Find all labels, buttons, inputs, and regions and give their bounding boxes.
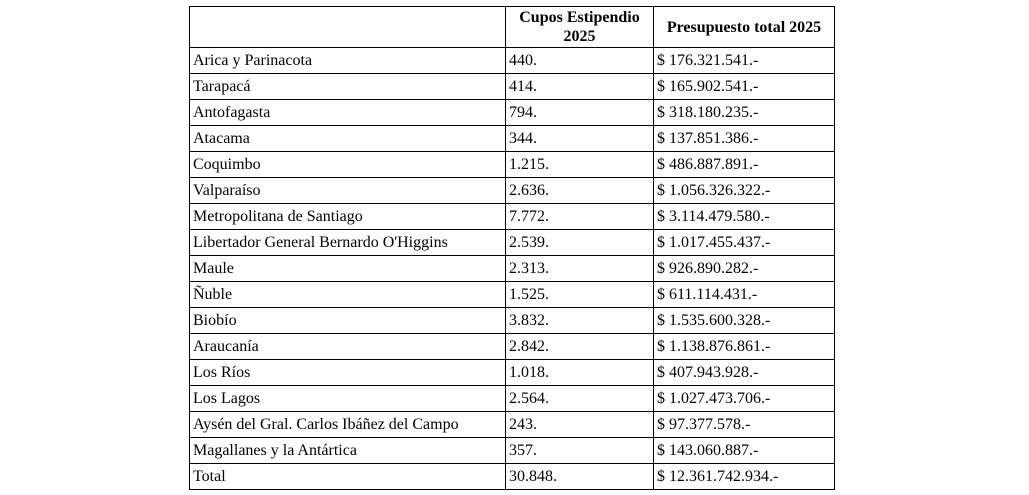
cupos-column-header: Cupos Estipendio 2025 (506, 7, 654, 48)
cupos-cell: 357. (506, 438, 654, 464)
table-row (190, 386, 835, 412)
cupos-cell: 7.772. (506, 204, 654, 230)
presupuesto-cell: $ 143.060.887.- (654, 438, 835, 464)
presupuesto-column-header: Presupuesto total 2025 (654, 7, 835, 48)
table-row (190, 178, 835, 204)
table-row (190, 126, 835, 152)
total-row (190, 464, 835, 490)
region-cell: Biobío (190, 308, 506, 334)
cupos-cell: 3.832. (506, 308, 654, 334)
presupuesto-cell: $ 3.114.479.580.- (654, 204, 835, 230)
cupos-cell: 794. (506, 100, 654, 126)
region-cell: Arica y Parinacota (190, 48, 506, 74)
table-row (190, 360, 835, 386)
table-row (190, 334, 835, 360)
presupuesto-cell: $ 1.017.455.437.- (654, 230, 835, 256)
budget-table (189, 6, 835, 490)
cupos-cell: 243. (506, 412, 654, 438)
region-cell: Libertador General Bernardo O'Higgins (190, 230, 506, 256)
table-row (190, 256, 835, 282)
presupuesto-cell: $ 1.535.600.328.- (654, 308, 835, 334)
region-cell: Antofagasta (190, 100, 506, 126)
cupos-cell: 440. (506, 48, 654, 74)
table-row (190, 282, 835, 308)
table-row (190, 74, 835, 100)
region-cell: Aysén del Gral. Carlos Ibáñez del Campo (190, 412, 506, 438)
presupuesto-cell: $ 486.887.891.- (654, 152, 835, 178)
presupuesto-cell: $ 1.138.876.861.- (654, 334, 835, 360)
presupuesto-cell: $ 176.321.541.- (654, 48, 835, 74)
presupuesto-cell: $ 611.114.431.- (654, 282, 835, 308)
region-cell: Metropolitana de Santiago (190, 204, 506, 230)
cupos-cell: 1.018. (506, 360, 654, 386)
region-cell: Maule (190, 256, 506, 282)
cupos-cell: 344. (506, 126, 654, 152)
cupos-cell: 2.564. (506, 386, 654, 412)
table-body (190, 48, 835, 490)
presupuesto-cell: $ 12.361.742.934.- (654, 464, 835, 490)
region-cell: Total (190, 464, 506, 490)
cupos-cell: 2.636. (506, 178, 654, 204)
header-row (190, 7, 835, 48)
cupos-cell: 2.842. (506, 334, 654, 360)
presupuesto-cell: $ 926.890.282.- (654, 256, 835, 282)
presupuesto-cell: $ 165.902.541.- (654, 74, 835, 100)
region-column-header (190, 7, 506, 48)
presupuesto-cell: $ 1.056.326.322.- (654, 178, 835, 204)
region-cell: Ñuble (190, 282, 506, 308)
presupuesto-cell: $ 97.377.578.- (654, 412, 835, 438)
region-cell: Coquimbo (190, 152, 506, 178)
cupos-cell: 414. (506, 74, 654, 100)
region-cell: Atacama (190, 126, 506, 152)
presupuesto-cell: $ 407.943.928.- (654, 360, 835, 386)
presupuesto-cell: $ 318.180.235.- (654, 100, 835, 126)
region-cell: Valparaíso (190, 178, 506, 204)
cupos-cell: 1.525. (506, 282, 654, 308)
region-cell: Tarapacá (190, 74, 506, 100)
presupuesto-cell: $ 137.851.386.- (654, 126, 835, 152)
table-row (190, 308, 835, 334)
table-row (190, 438, 835, 464)
cupos-cell: 30.848. (506, 464, 654, 490)
cupos-cell: 1.215. (506, 152, 654, 178)
table-row (190, 204, 835, 230)
region-cell: Los Ríos (190, 360, 506, 386)
region-cell: Araucanía (190, 334, 506, 360)
region-cell: Magallanes y la Antártica (190, 438, 506, 464)
cupos-cell: 2.539. (506, 230, 654, 256)
region-cell: Los Lagos (190, 386, 506, 412)
table-row (190, 100, 835, 126)
table-row (190, 412, 835, 438)
presupuesto-cell: $ 1.027.473.706.- (654, 386, 835, 412)
cupos-cell: 2.313. (506, 256, 654, 282)
table-row (190, 48, 835, 74)
table-row (190, 230, 835, 256)
table-row (190, 152, 835, 178)
